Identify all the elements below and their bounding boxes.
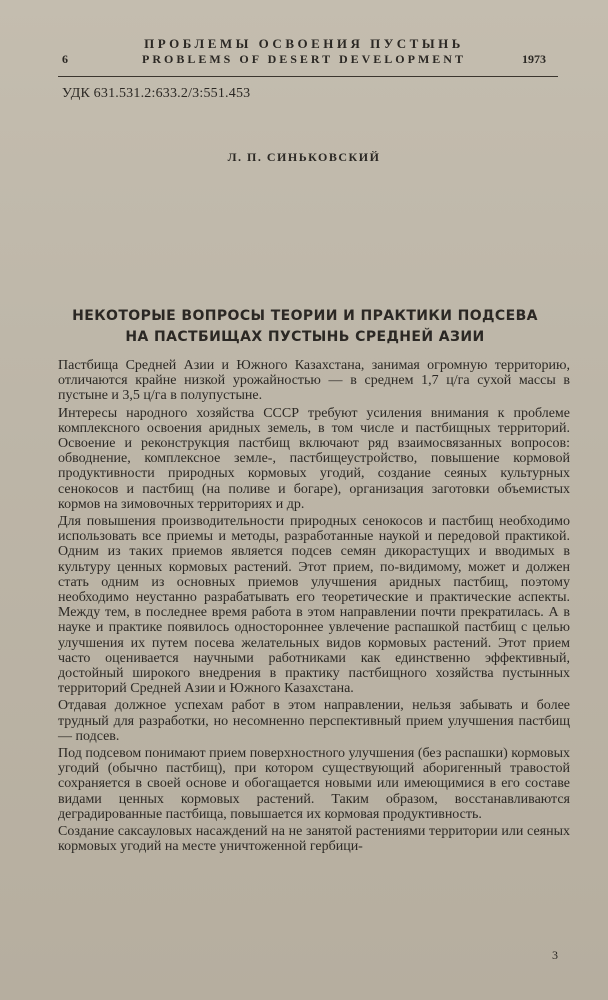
page-number: 6 <box>62 52 68 66</box>
running-header <box>0 36 608 76</box>
journal-title-en: PROBLEMS OF DESERT DEVELOPMENT <box>142 52 466 66</box>
header-rule <box>58 76 558 77</box>
paragraph: Создание саксауловых насаждений на не занятой растениями территории или сеяных кормовых угодий на месте уничтоженной гербици- <box>58 824 570 855</box>
udc-code: УДК 631.531.2:633.2/3:551.453 <box>62 86 251 101</box>
paragraph: Пастбища Средней Азии и Южного Казахстана, занимая огромную территорию, отличаются крайне низкой урожайностью — в среднем 1,7 ц/га сухой массы в пустыне и 3,5 ц/га в полупустыне. <box>58 358 570 404</box>
paragraph: Под подсевом понимают прием поверхностного улучшения (без распашки) кормовых угодий (обычно пастбищ), при котором существующий аборигенный травостой сохраняется в своей основе и обогащается новыми или имеющимися в его составе видами ценных кормовых растений. Таким образом, восстанавливаются деградированные пастбища, повышается их кормовая продуктивность. <box>58 746 570 822</box>
issue-year: 1973 <box>522 52 546 66</box>
author-name: Л. П. СИНЬКОВСКИЙ <box>227 150 381 164</box>
paragraph: Отдавая должное успехам работ в этом направлении, нельзя забывать и более трудный для разработки, но несомненно перспективный прием улучшения пастбищ — подсев. <box>58 698 570 744</box>
footer-page-number: 3 <box>552 948 558 962</box>
article-title <box>50 306 560 348</box>
journal-title-ru: ПРОБЛЕМЫ ОСВОЕНИЯ ПУСТЫНЬ <box>144 36 464 51</box>
paragraph: Интересы народного хозяйства СССР требуют усиления внимания к проблеме комплексного освоения аридных земель, в том числе и пастбищных территорий. Освоение и реконструкция пастбищ включают ряд взаимосвязанных вопросов: обводнение, комплексное земле-, пастбищеустройство, повышение кормовой продуктивности природных кормовых угодий, создание сеяных культурных сенокосов и пастбищ (на поливе и богаре), организация заготовки объемистых кормов на зимовочных территориях и др. <box>58 405 570 512</box>
paragraph: Для повышения производительности природных сенокосов и пастбищ необходимо использовать все приемы и методы, разработанные наукой и передовой практикой. Одним из таких приемов является подсев семян дикорастущих и вводимых в культуру ценных кормовых растений. Этот прием, по-видимому, может и должен стать одним из основных приемов улучшения аридных пастбищ, поэтому необходимо неустанно разрабатывать его теоретические и практические аспекты. Между тем, в последнее время работа в этом направлении почти прекратилась. А в науке и практике появилось одностороннее увлечение распашкой пастбищ с целью улучшения их путем посева желательных видов кормовых растений. Этот прием часто оценивается научными работниками как единственно эффективный, достойный широкого внедрения в практику пастбищного хозяйства пустынных территорий Средней Азии и Южного Казахстана. <box>58 514 570 697</box>
article-body <box>58 358 570 857</box>
article-title-line-1: НЕКОТОРЫЕ ВОПРОСЫ ТЕОРИИ И ПРАКТИКИ ПОДСЕВА <box>72 308 538 324</box>
article-title-line-2: НА ПАСТБИЩАХ ПУСТЫНЬ СРЕДНЕЙ АЗИИ <box>125 329 485 345</box>
